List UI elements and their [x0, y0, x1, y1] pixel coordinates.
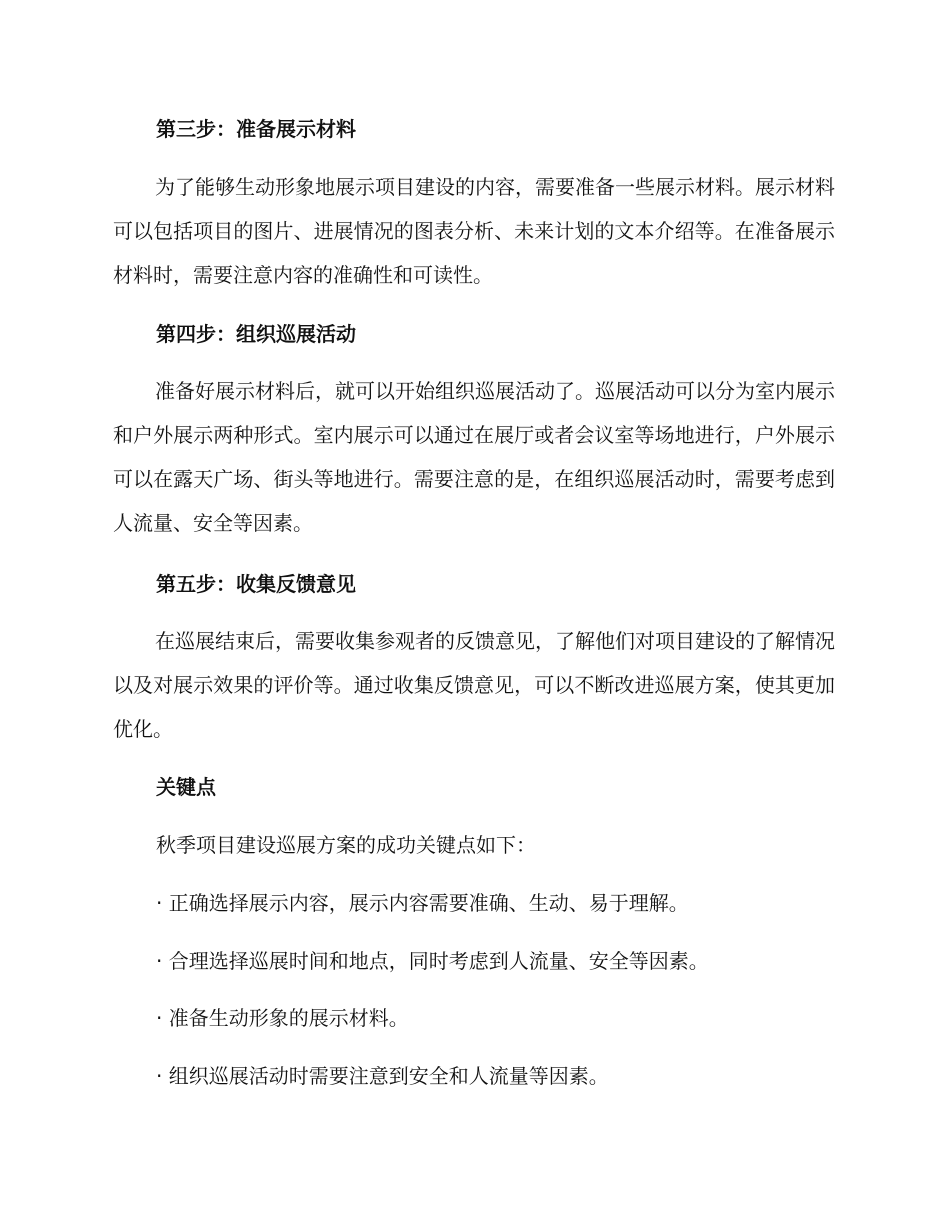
key-point-item: · 组织巡展活动时需要注意到安全和人流量等因素。 [156, 1064, 609, 1088]
section-paragraph-step5: 在巡展结束后，需要收集参观者的反馈意见，了解他们对项目建设的了解情况以及对展示效果的评价等。通过收集反馈意见，可以不断改进巡展方案，使其更加优化。 [113, 629, 835, 741]
key-point-item: · 准备生动形象的展示材料。 [156, 1006, 409, 1030]
section-paragraph-step3: 为了能够生动形象地展示项目建设的内容，需要准备一些展示材料。展示材料可以包括项目的图片、进展情况的图表分析、未来计划的文本介绍等。在准备展示材料时，需要注意内容的准确性和可读性。 [113, 175, 835, 287]
section-heading-step5: 第五步：收集反馈意见 [156, 572, 356, 596]
section-heading-step4: 第四步：组织巡展活动 [156, 322, 356, 346]
key-point-item: · 合理选择巡展时间和地点，同时考虑到人流量、安全等因素。 [156, 949, 709, 973]
section-paragraph-step4: 准备好展示材料后，就可以开始组织巡展活动了。巡展活动可以分为室内展示和户外展示两种形式。室内展示可以通过在展厅或者会议室等场地进行，户外展示可以在露天广场、街头等地进行。需要注意的是，在组织巡展活动时，需要考虑到人流量、安全等因素。 [113, 379, 835, 535]
key-points-heading: 关键点 [156, 775, 216, 799]
key-points-intro: 秋季项目建设巡展方案的成功关键点如下： [156, 833, 536, 857]
key-point-item: · 正确选择展示内容，展示内容需要准确、生动、易于理解。 [156, 891, 689, 915]
section-heading-step3: 第三步：准备展示材料 [156, 117, 356, 141]
